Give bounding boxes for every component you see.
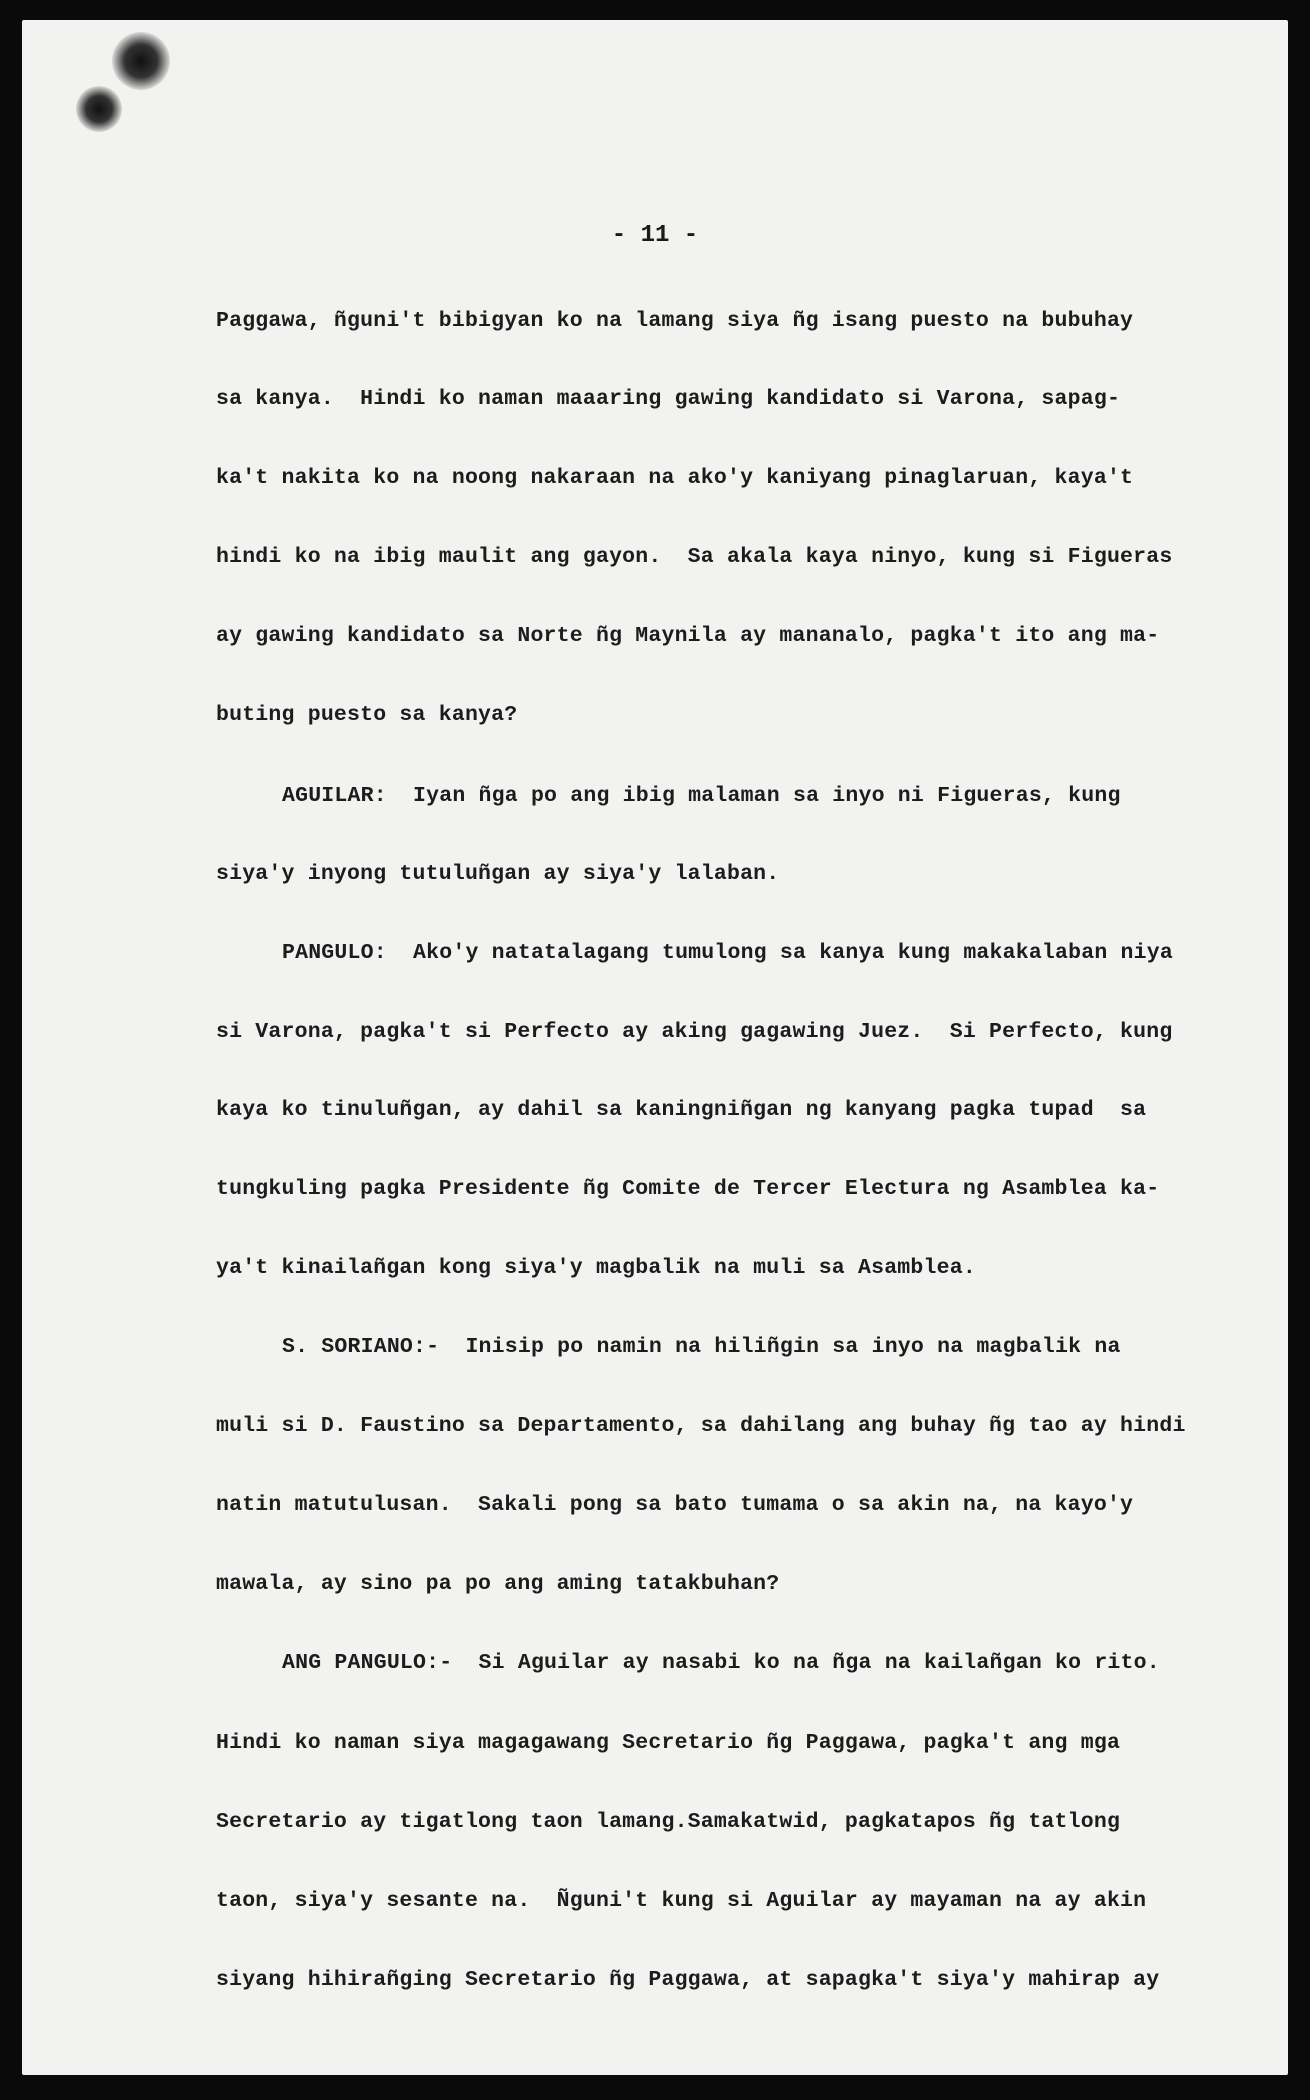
text-line: ka't nakita ko na noong nakaraan na ako'y kaniyang pinaglaruan, kaya't: [216, 466, 1134, 490]
speaker-name: S. SORIANO:-: [282, 1335, 440, 1359]
text-line: Paggawa, ñguni't bibigyan ko na lamang siya ñg isang puesto na bubuhay: [216, 309, 1134, 333]
text-line: buting puesto sa kanya?: [216, 703, 518, 727]
text-line: taon, siya'y sesante na. Ñguni't kung si Aguilar ay mayaman na ay akin: [216, 1889, 1147, 1913]
ink-smudge: [112, 32, 170, 90]
page-number: - 11 -: [611, 222, 699, 249]
text-line: muli si D. Faustino sa Departamento, sa dahilang ang buhay ñg tao ay hindi: [216, 1414, 1186, 1438]
speaker-name: AGUILAR:: [282, 784, 387, 808]
speaker-line: S. SORIANO:- Inisip po namin na hiliñgin sa inyo na magbalik na: [282, 1335, 1121, 1359]
text-line: kaya ko tinuluñgan, ay dahil sa kaningniñgan ng kanyang pagka tupad sa: [216, 1098, 1147, 1122]
text-line: siyang hihirañging Secretario ñg Paggawa, at sapagka't siya'y mahirap ay: [216, 1968, 1160, 1992]
text-line: Hindi ko naman siya magagawang Secretario ñg Paggawa, pagka't ang mga: [216, 1731, 1121, 1755]
text-line: tungkuling pagka Presidente ñg Comite de Tercer Electura ng Asamblea ka-: [216, 1177, 1160, 1201]
text-line: natin matutulusan. Sakali pong sa bato tumama o sa akin na, na kayo'y: [216, 1493, 1134, 1517]
speaker-line: AGUILAR: Iyan ñga po ang ibig malaman sa inyo ni Figueras, kung: [282, 784, 1121, 808]
text-line: hindi ko na ibig maulit ang gayon. Sa akala kaya ninyo, kung si Figueras: [216, 545, 1173, 569]
text-line: ya't kinailañgan kong siya'y magbalik na muli sa Asamblea.: [216, 1256, 976, 1280]
speaker-line: PANGULO: Ako'y natatalagang tumulong sa kanya kung makakalaban niya: [282, 941, 1173, 965]
text-line: Secretario ay tigatlong taon lamang.Samakatwid, pagkatapos ñg tatlong: [216, 1810, 1121, 1834]
speaker-name: PANGULO:: [282, 941, 387, 965]
text-line: si Varona, pagka't si Perfecto ay aking gagawing Juez. Si Perfecto, kung: [216, 1020, 1173, 1044]
text-line: sa kanya. Hindi ko naman maaaring gawing kandidato si Varona, sapag-: [216, 387, 1121, 411]
text-line: mawala, ay sino pa po ang aming tatakbuhan?: [216, 1572, 780, 1596]
text-line: ay gawing kandidato sa Norte ñg Maynila ay mananalo, pagka't ito ang ma-: [216, 624, 1160, 648]
speaker-name: ANG PANGULO:-: [282, 1651, 453, 1675]
ink-smudge: [76, 86, 122, 132]
speaker-line: ANG PANGULO:- Si Aguilar ay nasabi ko na ñga na kailañgan ko rito.: [282, 1651, 1160, 1675]
text-line: siya'y inyong tutuluñgan ay siya'y lalaban.: [216, 862, 780, 886]
